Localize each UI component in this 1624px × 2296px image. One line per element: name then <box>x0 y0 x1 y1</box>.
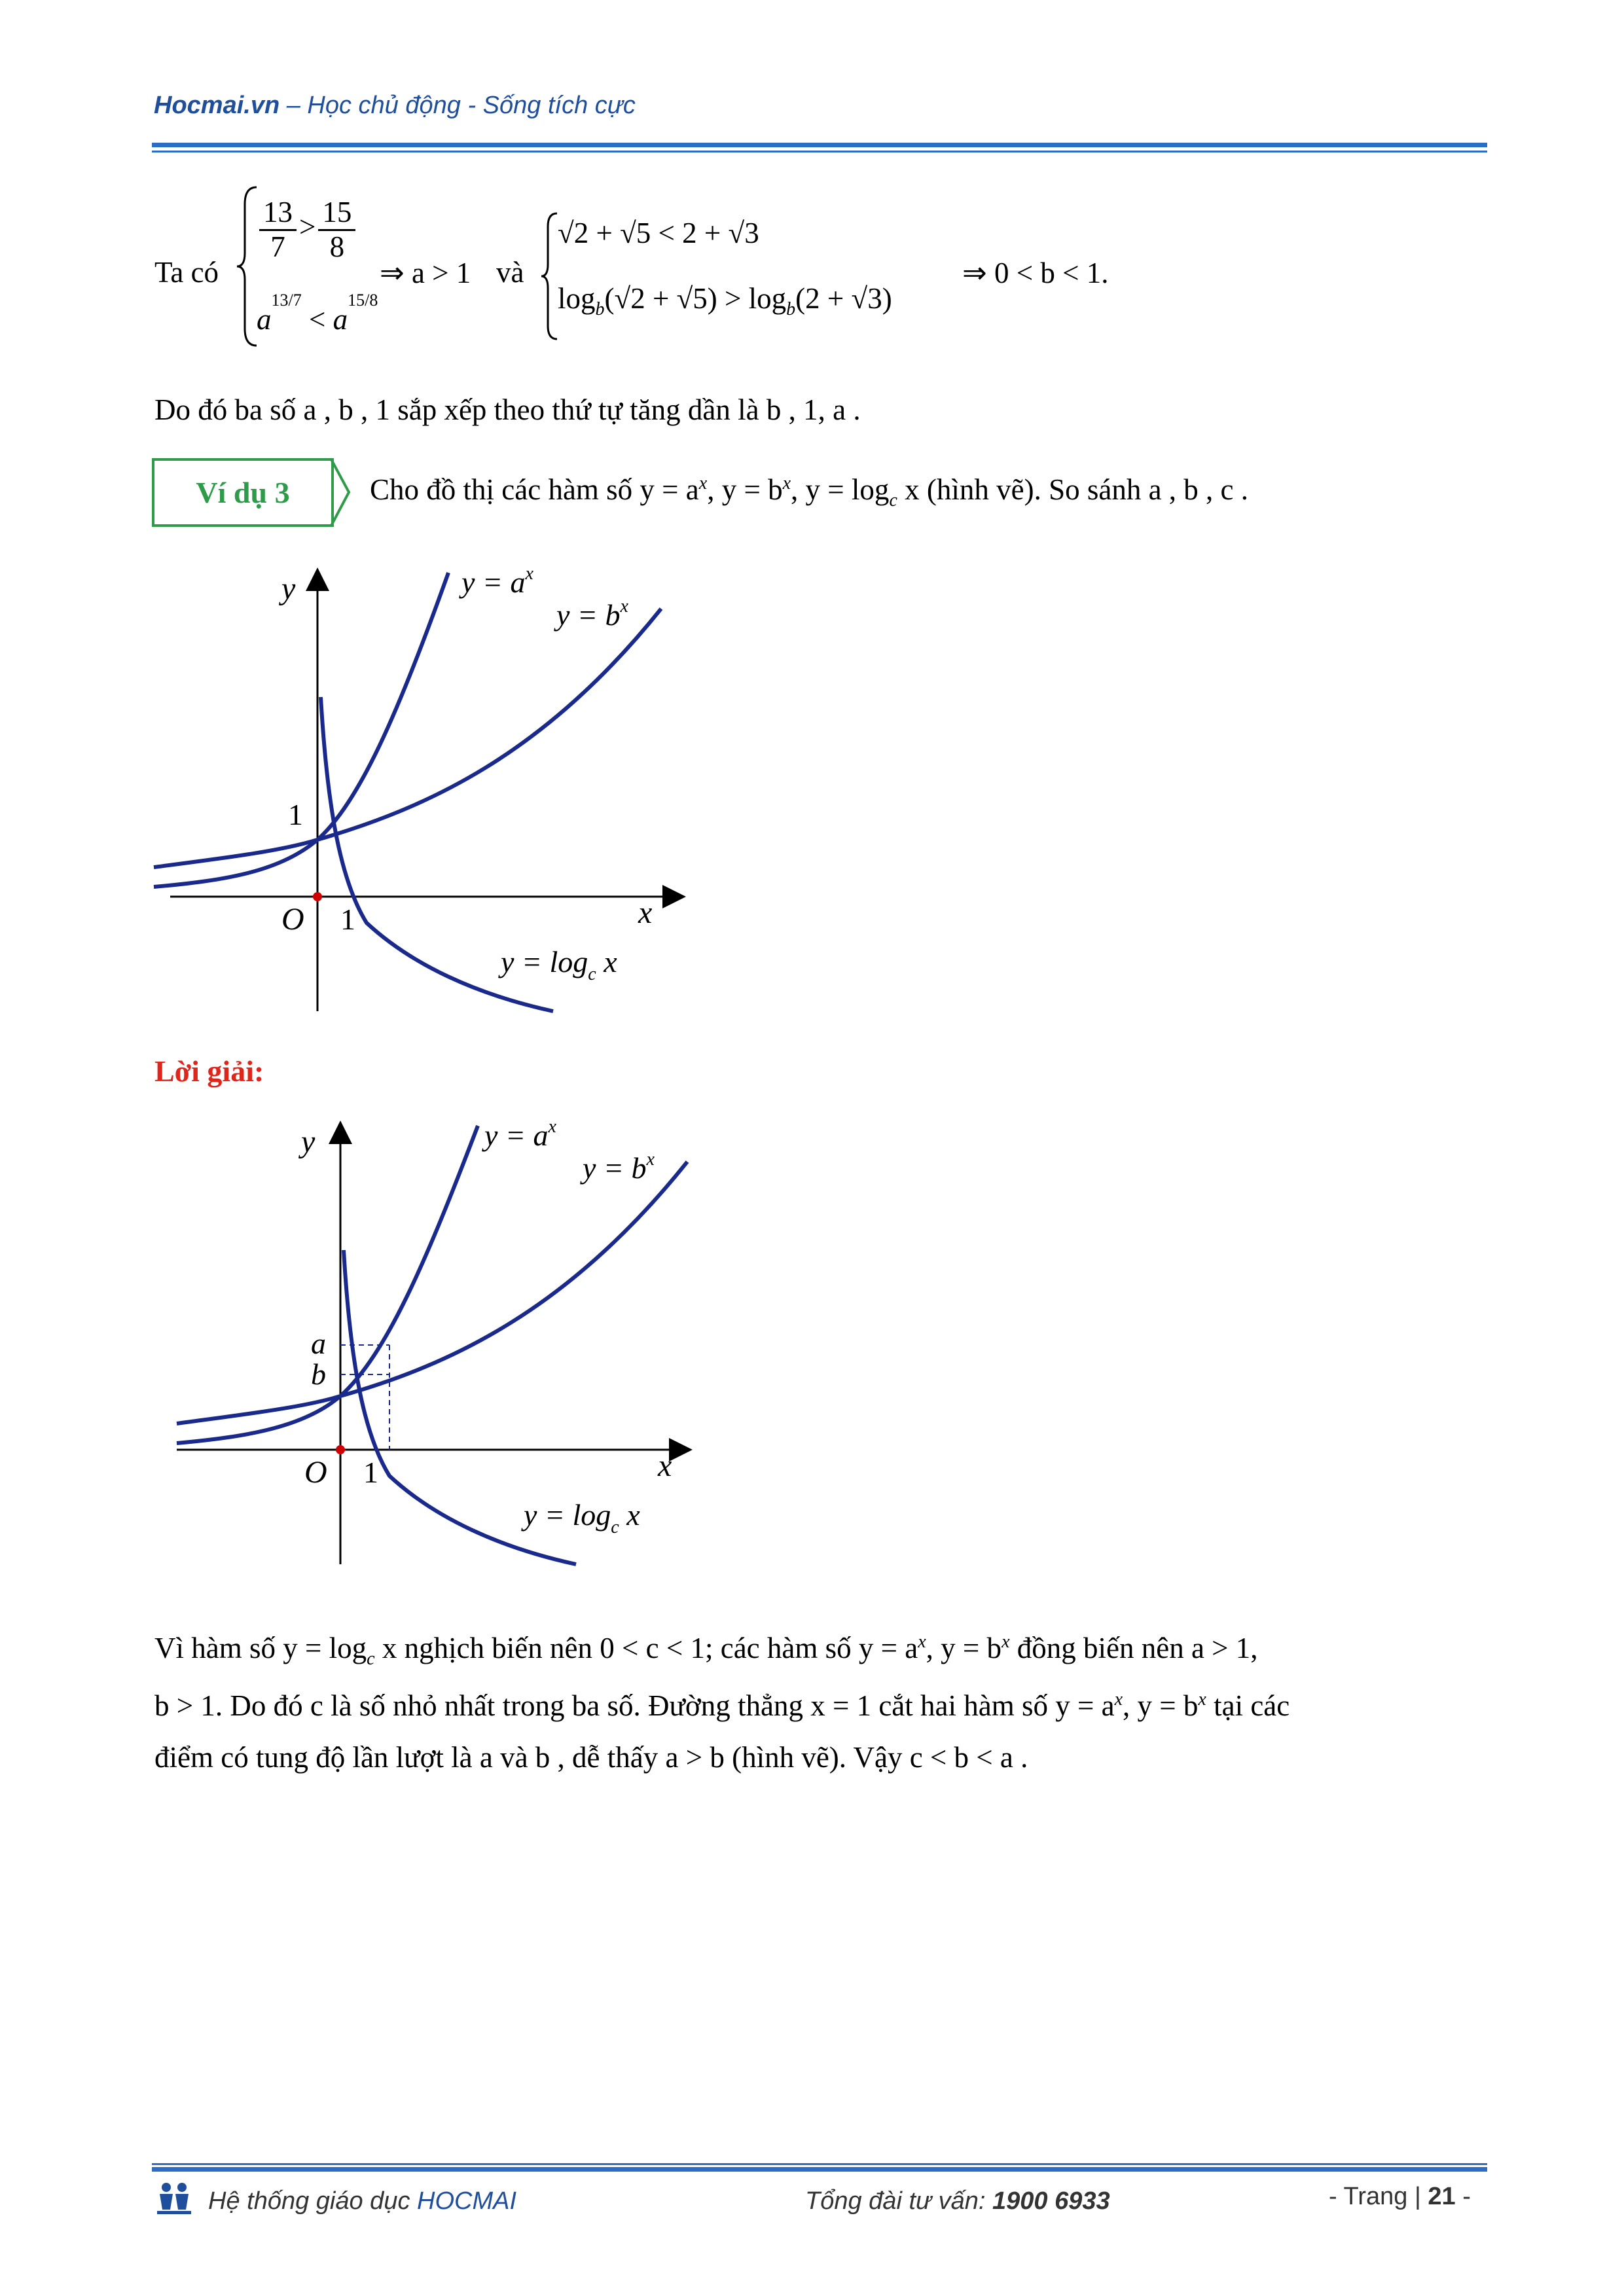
graph1-label-b: $y = b^x$ <box>556 596 628 632</box>
graph1-one-y: 1 <box>288 798 303 831</box>
hocmai-logo <box>154 2179 194 2219</box>
frac-13-7: $\frac{13}{7}$ <box>259 196 297 263</box>
graph2-origin-label: O <box>304 1455 327 1490</box>
graph2-label-a: $y = a^x$ <box>484 1117 556 1152</box>
example-badge: Ví dụ 3 <box>152 458 334 527</box>
order-sentence: Do đó ba số a , b , 1 sắp xếp theo thứ tự tăng dần là b , 1, a . <box>154 393 861 426</box>
imp1: ⇒ a > 1 <box>380 257 471 289</box>
graph1-curve-b <box>154 609 661 867</box>
graph1-one-x: 1 <box>340 903 355 936</box>
graph1-curve-a <box>154 573 448 887</box>
exp-13-7: 13/7 <box>271 291 302 310</box>
graph1-label-a: $y = a^x$ <box>461 564 533 599</box>
solution-line-1: Vì hàm số $y = \log_c x$ nghịch biến nên 0 < c < 1; các hàm số $y = a^x$, $y = b^x$ đồng biến nên a > 1, <box>154 1632 1258 1669</box>
footer-hotline: Tổng đài tư vấn: 1900 6933 <box>805 2187 1110 2215</box>
graph2-curve-a <box>177 1126 478 1443</box>
header-rule-thin <box>152 151 1487 152</box>
graph2-b-label: b <box>311 1357 326 1391</box>
graph1-label-log: $y = \log_c x$ <box>501 945 617 984</box>
graph2-one-x: 1 <box>363 1456 378 1489</box>
graph2-curve-b <box>177 1162 687 1424</box>
badge-arrow <box>331 458 350 530</box>
header-brand: Hocmai.vn – Học chủ động - Sống tích cực <box>154 92 636 119</box>
graph1-origin-dot <box>313 892 322 901</box>
and-word: và <box>496 256 524 289</box>
graph-1 <box>151 560 694 1031</box>
graph2-origin-dot <box>336 1445 345 1454</box>
sys1-row2: $a^{13/7} < a^{15/8}$ <box>257 291 378 336</box>
sys2-row1: √2 + √5 < 2 + √3 <box>558 217 759 249</box>
brace-2-shape <box>540 211 560 342</box>
badge-arrow-icon <box>331 458 350 527</box>
graph1-y-label: y <box>281 571 296 606</box>
graph1-origin-label: O <box>281 902 304 937</box>
line1-lead: Ta có <box>154 256 219 289</box>
graph2-label-b: $y = b^x$ <box>583 1149 655 1185</box>
footer-system: Hệ thống giáo dục HOCMAI <box>208 2187 517 2215</box>
hocmai-logo-icon <box>154 2179 194 2216</box>
example-question: Cho đồ thị các hàm số $y = a^x$, $y = b^x$, $y = \log_c x$ (hình vẽ). So sánh a , b , c . <box>370 473 1249 511</box>
graph2-a-label: a <box>311 1327 326 1360</box>
graph2-x-label: x <box>658 1448 672 1483</box>
footer-page: - Trang | 21 - <box>1329 2183 1471 2210</box>
footer-rule-thick <box>152 2167 1487 2172</box>
exp-15-8: 15/8 <box>348 291 378 310</box>
header-rule-thick <box>152 143 1487 147</box>
graph1-x-label: x <box>638 895 653 930</box>
sys1-row1: $\frac{13}{7}$ > $\frac{15}{8}$ <box>257 196 358 263</box>
solution-line-2: b > 1. Do đó c là số nhỏ nhất trong ba số. Đường thẳng x = 1 cắt hai hàm số $y = a^x$, $y = b^x$ tại các <box>154 1689 1290 1722</box>
graph2-y-label: y <box>301 1124 316 1159</box>
footer-rule-thin <box>152 2163 1487 2165</box>
graph-2 <box>164 1113 727 1584</box>
frac-15-8: $\frac{15}{8}$ <box>318 196 355 263</box>
imp2: ⇒ 0 < b < 1. <box>962 257 1109 289</box>
solution-line-3: điểm có tung độ lần lượt là a và b , dễ thấy a > b (hình vẽ). Vậy c < b < a . <box>154 1741 1028 1774</box>
sys2-row2: $\log_b(√2 + √5) > \log_b(2 + √3)$ <box>558 282 892 319</box>
graph2-label-log: $y = \log_c x$ <box>524 1498 640 1537</box>
brace-2 <box>540 211 560 342</box>
solution-label: Lời giải: <box>154 1054 264 1088</box>
